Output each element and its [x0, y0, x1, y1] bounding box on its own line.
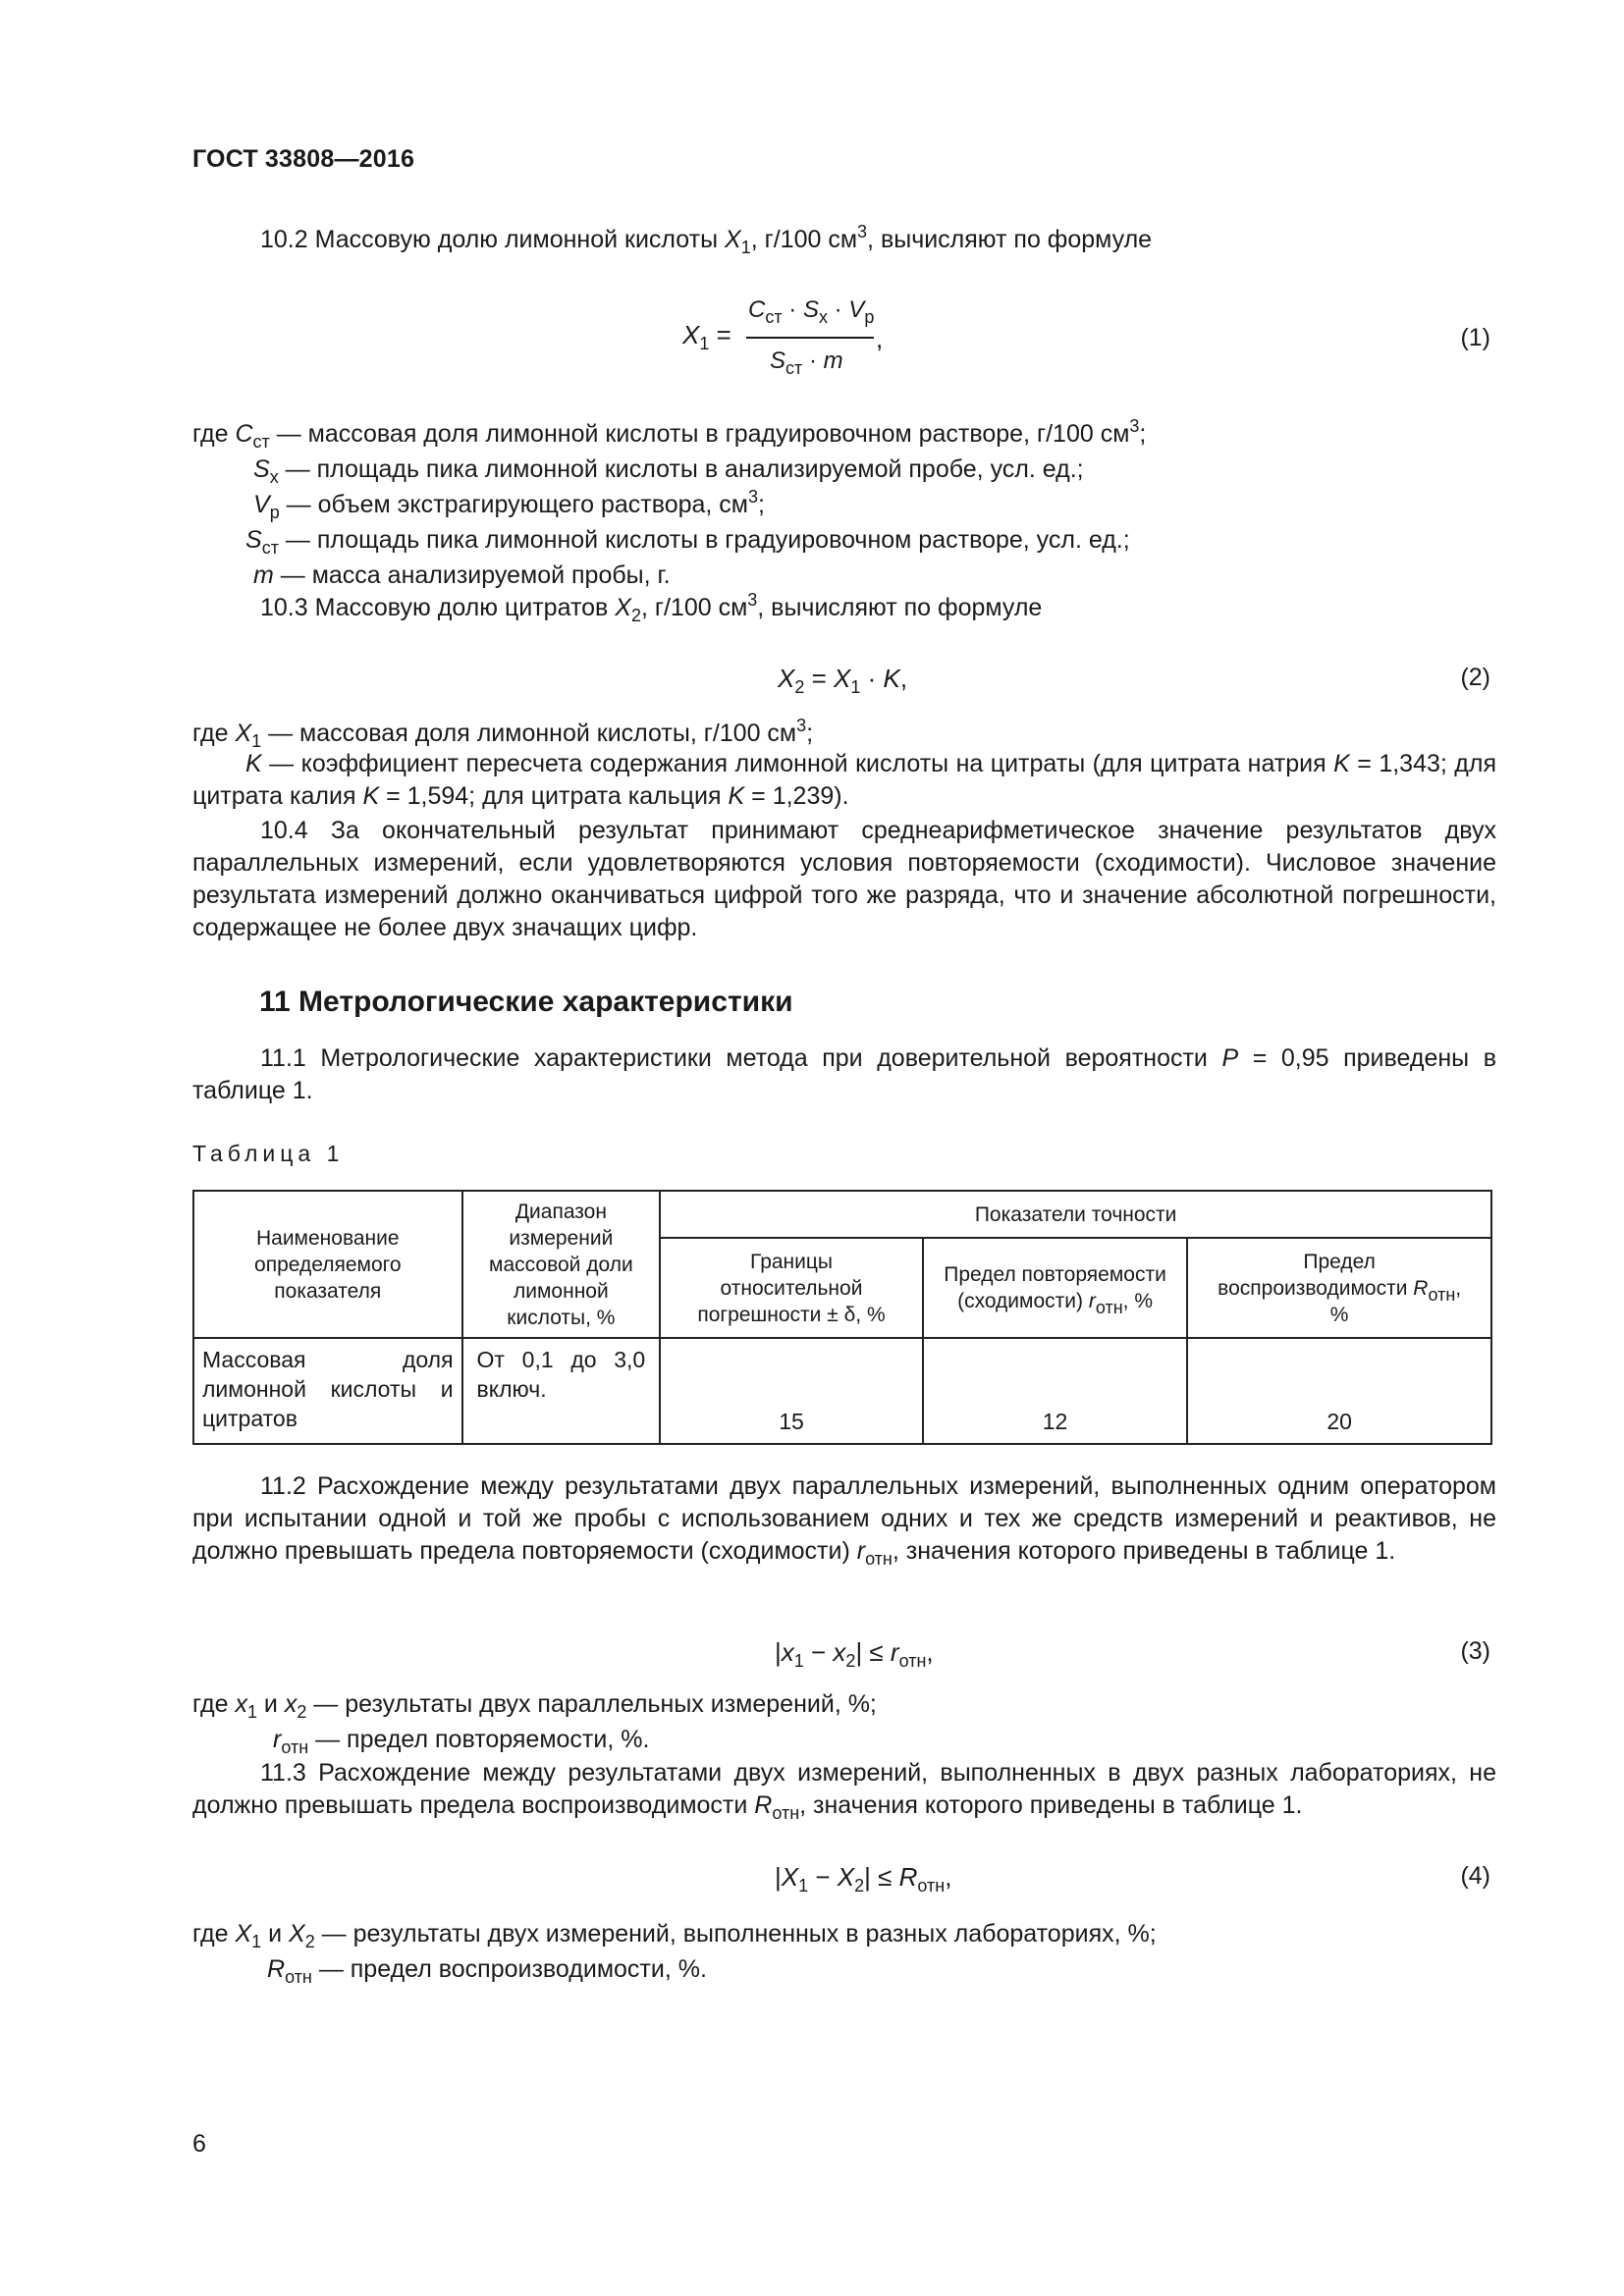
document-page: ГОСТ 33808—2016 10.2 Массовую долю лимонной кислоты $X_1$, г/100 $см^3$, вычисляют по формуле $X_1$ = $C_{ст} \cdot S_x \cdot V_р$ $S_{ст} \cdot m$ , (1) где $C_{ст}$ — массовая доля лимонной кислоты в градуировочном растворе, г/100 $см^3$; $S_x$ — площадь пика лимонной кислоты в анализируемой пробе, усл. ед.; $V_р$ — объем экстрагирующего раствора, $см^3$; $S_{ст}$ — площадь пика лимонной кислоты в градуировочном растворе, усл. ед.; m — масса анализируемой пробы, г. 10.3 Массовую долю цитратов $X_2$, г/100 $см^3$, вычисляют по формуле $X_2 = X_1 \cdot K$, (2) где $X_1$ — массовая доля лимонной кислоты, г/100 $см^3$; K — коэффициент пересчета содержания лимонной кислоты на цитраты (для цитрата натрия K = 1,343; для цитрата калия K = 1,594; для цитрата кальция K = 1,239). 10.4 За окончательный результат принимают среднеарифметическое значение результатов двух параллельных измерений, если удовлетворяются условия повторяемости (сходимости). Числовое значение результата измерений должно оканчиваться цифрой того же разряда, что и значение абсолютной погрешности, содержащее не более двух значащих цифр. 11 Метрологические характеристики 11.1 Метрологические характеристики метода при доверительной вероятности P = 0,95 приведены в таблице 1. Таблица 1 Наименование определяемого показателя Диапазон измерений массовой доли лимонной кислоты, % Показатели точности Границы относительной погрешности ± δ, % Предел повторяемости (сходимости) $r_{отн}$, % Предел воспроизводимости $R_{отн}$, % Массовая доля лимонной кислоты и цитратов От 0,1 до 3,0 включ. 15 12 20 11.2 Расхождение между результатами двух параллельных измерений, выполненных одним оператором при испытании одной и той же пробы с использованием одних и тех же средств измерений и реактивов, не должно превышать предела повторяемости (сходимости) $r_{отн}$, значения которого приведены в таблице 1. $|x_1 - x_2| \le r_{отн}$, (3) где $x_1$ и $x_2$ — результаты двух параллельных измерений, %; $r_{отн}$ — предел повторяемости, %. 11.3 Расхождение между результатами двух измерений, выполненных в двух разных лабораториях, не должно превышать предела воспроизводимости $R_{отн}$, значения которого приведены в таблице 1. $|X_1 - X_2| \le R_{отн}$, (4) где $X_1$ и $X_2$ — результаты двух измерений, выполненных в разных лабораториях, %; $R_{отн}$ — предел воспроизводимости, %. 6 — [192, 145, 1497, 2158]
where-line: $S_x$ — площадь пика лимонной кислоты в анализируемой пробе, усл. ед.; — [253, 455, 1084, 487]
table-row — [193, 1338, 1491, 1444]
where-line: где $x_1$ и $x_2$ — результаты двух параллельных измерений, %; — [192, 1690, 877, 1722]
page-number: 6 — [192, 2130, 206, 2158]
cell-indicator: Массовая доля лимонной кислоты и цитратов — [193, 1338, 462, 1444]
paragraph-10-3: 10.3 Массовую долю цитратов $X_2$, г/100 $см^3$, вычисляют по формуле — [260, 590, 1043, 625]
equation-number-2: (2) — [1460, 664, 1490, 691]
header-range: Диапазон измерений массовой доли лимонной кислоты, % — [462, 1191, 661, 1338]
paragraph-10-2: 10.2 Массовую долю лимонной кислоты $X_1$, г/100 $см^3$, вычисляют по формуле — [260, 222, 1153, 257]
cell-repeatability: 12 — [923, 1338, 1188, 1444]
cell-error-bounds: 15 — [660, 1338, 923, 1444]
section-heading: 11 Метрологические характеристики — [259, 986, 793, 1018]
paragraph-11-3: 11.3 Расхождение между результатами двух измерений, выполненных в двух разных лабораториях, не должно превышать предела воспроизводимости $R_{отн}$, значения которого приведены в таблице 1. — [192, 1759, 1496, 1823]
equation-number-1: (1) — [1460, 324, 1490, 351]
table-caption: Таблица 1 — [192, 1141, 345, 1166]
cell-range: От 0,1 до 3,0 включ. — [462, 1338, 661, 1444]
document-header: ГОСТ 33808—2016 — [192, 145, 415, 173]
where-line: $r_{отн}$ — предел повторяемости, %. — [273, 1726, 650, 1757]
header-accuracy-group: Показатели точности — [660, 1191, 1491, 1238]
header-reproducibility: Предел воспроизводимости $R_{отн}$, % — [1187, 1238, 1491, 1338]
where-line: где $X_1$ — массовая доля лимонной кислоты, г/100 $см^3$; — [192, 716, 814, 751]
paragraph-11-1: 11.1 Метрологические характеристики метода при доверительной вероятности P = 0,95 приведены в таблице 1. — [192, 1044, 1496, 1104]
paragraph-11-2: 11.2 Расхождение между результатами двух параллельных измерений, выполненных одним оператором при испытании одной и той же пробы с использованием одних и тех же средств измерений и реактивов, не должно превышать предела повторяемости (сходимости) $r_{отн}$, значения которого приведены в таблице 1. — [192, 1472, 1496, 1569]
equation-number-4: (4) — [1460, 1862, 1490, 1890]
cell-reproducibility: 20 — [1187, 1338, 1491, 1444]
metrology-table — [192, 1190, 1492, 1445]
header-repeatability: Предел повторяемости (сходимости) $r_{отн}$, % — [923, 1238, 1188, 1338]
where-line: $V_р$ — объем экстрагирующего раствора, $см^3$; — [253, 487, 765, 522]
where-line: m — масса анализируемой пробы, г. — [253, 561, 671, 589]
fraction-bar — [746, 337, 874, 339]
equation-number-3: (3) — [1460, 1637, 1490, 1665]
where-line: $S_{ст}$ — площадь пика лимонной кислоты в градуировочном растворе, усл. ед.; — [245, 526, 1130, 558]
where-line: $R_{отн}$ — предел воспроизводимости, %. — [267, 1955, 707, 1987]
where-line: где $C_{ст}$ — массовая доля лимонной кислоты в градуировочном растворе, г/100 $см^3$; — [192, 416, 1147, 452]
header-error-bounds: Границы относительной погрешности ± δ, % — [660, 1238, 923, 1338]
header-indicator-name: Наименование определяемого показателя — [193, 1191, 462, 1338]
where-coefficient: K — коэффициент пересчета содержания лимонной кислоты на цитраты (для цитрата натрия K = 1,343; для цитрата калия K = 1,594; для цитрата кальция K = 1,239). — [192, 750, 1497, 810]
paragraph-10-4: 10.4 За окончательный результат принимают среднеарифметическое значение результатов двух параллельных измерений, если удовлетворяются условия повторяемости (сходимости). Числовое значение результата измерений должно оканчиваться цифрой того же разряда, что и значение абсолютной погрешности, содержащее не более двух значащих цифр. — [192, 817, 1496, 941]
where-line: где $X_1$ и $X_2$ — результаты двух измерений, выполненных в разных лабораториях, %; — [192, 1920, 1157, 1951]
